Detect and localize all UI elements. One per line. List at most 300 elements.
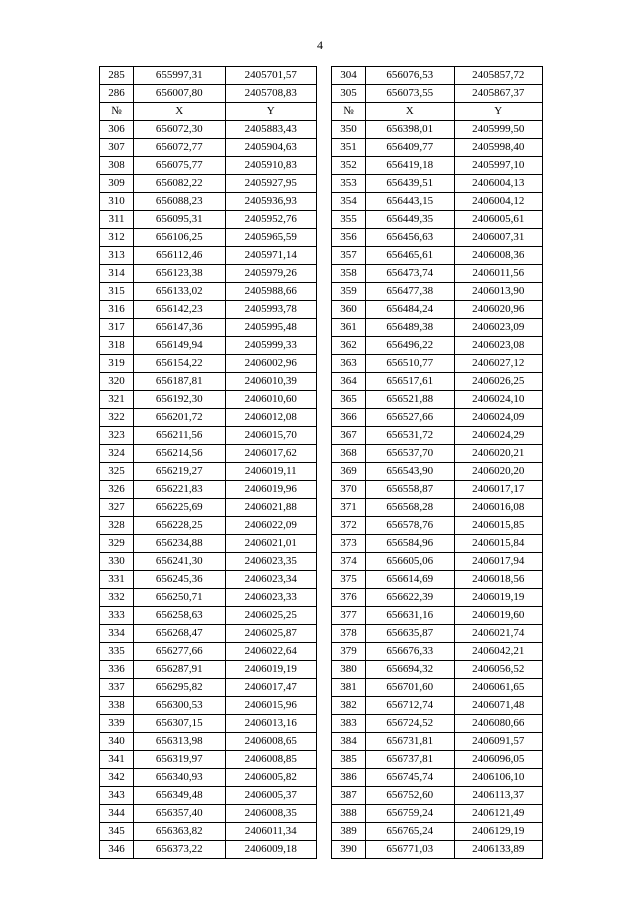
x-coordinate-cell: 656449,35 (366, 211, 455, 229)
x-coordinate-cell: 656225,69 (134, 499, 226, 517)
point-number-cell: 364 (332, 373, 366, 391)
y-coordinate-cell: 2406004,13 (454, 175, 543, 193)
point-number-cell: 354 (332, 193, 366, 211)
y-coordinate-cell: 2406019,96 (225, 481, 317, 499)
table-row (100, 175, 317, 193)
x-coordinate-cell: 656076,53 (366, 67, 455, 85)
x-coordinate-cell: 656300,53 (134, 697, 226, 715)
y-coordinate-cell: 2406025,87 (225, 625, 317, 643)
y-coordinate-cell: 2406011,34 (225, 823, 317, 841)
point-number-cell: 376 (332, 589, 366, 607)
table-row (332, 715, 543, 733)
y-coordinate-cell: 2406022,09 (225, 517, 317, 535)
table-row (100, 751, 317, 769)
x-coordinate-cell: 656211,56 (134, 427, 226, 445)
y-coordinate-cell: 2406027,12 (454, 355, 543, 373)
y-coordinate-cell: 2406015,96 (225, 697, 317, 715)
y-coordinate-cell: 2406017,94 (454, 553, 543, 571)
table-row (100, 301, 317, 319)
point-number-cell: 385 (332, 751, 366, 769)
x-coordinate-cell: 656521,88 (366, 391, 455, 409)
point-number-cell: 384 (332, 733, 366, 751)
point-number-cell: 326 (100, 481, 134, 499)
table-row (100, 157, 317, 175)
table-row (332, 481, 543, 499)
x-coordinate-cell: 656073,55 (366, 85, 455, 103)
point-number-cell: 286 (100, 85, 134, 103)
x-coordinate-cell: 656106,25 (134, 229, 226, 247)
table-row (100, 319, 317, 337)
y-coordinate-cell: 2406071,48 (454, 697, 543, 715)
table-row (332, 625, 543, 643)
y-coordinate-cell: 2406015,85 (454, 517, 543, 535)
y-coordinate-cell: 2405965,59 (225, 229, 317, 247)
x-coordinate-cell: 656123,38 (134, 265, 226, 283)
table-row (100, 211, 317, 229)
y-coordinate-cell: 2405927,95 (225, 175, 317, 193)
x-coordinate-cell: 656072,77 (134, 139, 226, 157)
point-number-cell: 352 (332, 157, 366, 175)
point-number-cell: 368 (332, 445, 366, 463)
x-coordinate-cell: 656473,74 (366, 265, 455, 283)
y-coordinate-cell: 2406023,08 (454, 337, 543, 355)
y-coordinate-cell: 2406010,60 (225, 391, 317, 409)
table-header-row (100, 103, 317, 121)
table-row (332, 265, 543, 283)
point-number-cell: 309 (100, 175, 134, 193)
table-row (332, 823, 543, 841)
x-coordinate-cell: 656737,81 (366, 751, 455, 769)
table-row (100, 409, 317, 427)
point-number-cell: 313 (100, 247, 134, 265)
x-coordinate-cell: 656712,74 (366, 697, 455, 715)
y-coordinate-cell: 2406016,08 (454, 499, 543, 517)
point-number-cell: 316 (100, 301, 134, 319)
point-number-cell: 345 (100, 823, 134, 841)
point-number-cell: 358 (332, 265, 366, 283)
x-coordinate-cell: 656484,24 (366, 301, 455, 319)
table-header-row (332, 103, 543, 121)
point-number-cell: 344 (100, 805, 134, 823)
point-number-cell: 323 (100, 427, 134, 445)
table-row (100, 841, 317, 859)
x-coordinate-cell: 656771,03 (366, 841, 455, 859)
y-coordinate-cell: 2406022,64 (225, 643, 317, 661)
y-coordinate-cell: 2406007,31 (454, 229, 543, 247)
table-row (332, 517, 543, 535)
y-coordinate-cell: 2405993,78 (225, 301, 317, 319)
point-number-cell: 372 (332, 517, 366, 535)
y-coordinate-cell: 2406133,89 (454, 841, 543, 859)
table-row (332, 319, 543, 337)
point-number-cell: 377 (332, 607, 366, 625)
table-row (100, 661, 317, 679)
table-row (332, 391, 543, 409)
table-row (332, 733, 543, 751)
point-number-cell: 390 (332, 841, 366, 859)
table-row (100, 805, 317, 823)
x-coordinate-cell: 656268,47 (134, 625, 226, 643)
point-number-cell: 338 (100, 697, 134, 715)
x-coordinate-cell: 656568,28 (366, 499, 455, 517)
y-coordinate-cell: 2406096,05 (454, 751, 543, 769)
x-coordinate-cell: 656133,02 (134, 283, 226, 301)
table-row (100, 553, 317, 571)
x-coordinate-cell: 656201,72 (134, 409, 226, 427)
y-coordinate-cell: 2406021,01 (225, 535, 317, 553)
point-number-cell: 331 (100, 571, 134, 589)
x-coordinate-cell: 656537,70 (366, 445, 455, 463)
table-row (100, 247, 317, 265)
table-row (332, 769, 543, 787)
x-coordinate-cell: 656075,77 (134, 157, 226, 175)
y-coordinate-cell: 2406023,33 (225, 589, 317, 607)
point-number-cell: 310 (100, 193, 134, 211)
x-coordinate-cell: 656398,01 (366, 121, 455, 139)
table-row (100, 787, 317, 805)
point-number-cell: 373 (332, 535, 366, 553)
x-coordinate-cell: 656465,61 (366, 247, 455, 265)
table-row (332, 643, 543, 661)
point-number-cell: 341 (100, 751, 134, 769)
y-coordinate-cell: 2405701,57 (225, 67, 317, 85)
x-coordinate-cell: 656313,98 (134, 733, 226, 751)
point-number-cell: 321 (100, 391, 134, 409)
table-row (332, 175, 543, 193)
x-coordinate-cell: 656409,77 (366, 139, 455, 157)
x-coordinate-cell: 656147,36 (134, 319, 226, 337)
x-coordinate-cell: 656439,51 (366, 175, 455, 193)
x-coordinate-cell: 656419,18 (366, 157, 455, 175)
y-coordinate-cell: 2406020,21 (454, 445, 543, 463)
table-row (100, 517, 317, 535)
x-coordinate-cell: 656543,90 (366, 463, 455, 481)
point-number-cell: 336 (100, 661, 134, 679)
x-coordinate-cell: 656373,22 (134, 841, 226, 859)
point-number-cell: 306 (100, 121, 134, 139)
y-coordinate-cell: 2405997,10 (454, 157, 543, 175)
y-coordinate-cell: 2406056,52 (454, 661, 543, 679)
table-row (332, 499, 543, 517)
point-number-cell: 305 (332, 85, 366, 103)
table-row (332, 67, 543, 85)
table-row (100, 679, 317, 697)
header-x: X (366, 103, 455, 121)
point-number-cell: 353 (332, 175, 366, 193)
table-row (332, 463, 543, 481)
x-coordinate-cell: 656752,60 (366, 787, 455, 805)
x-coordinate-cell: 656340,93 (134, 769, 226, 787)
y-coordinate-cell: 2406019,19 (454, 589, 543, 607)
point-number-cell: 285 (100, 67, 134, 85)
point-number-cell: 307 (100, 139, 134, 157)
header-x: X (134, 103, 226, 121)
table-row (100, 67, 317, 85)
point-number-cell: 382 (332, 697, 366, 715)
y-coordinate-cell: 2406011,56 (454, 265, 543, 283)
x-coordinate-cell: 656510,77 (366, 355, 455, 373)
point-number-cell: 334 (100, 625, 134, 643)
y-coordinate-cell: 2406021,88 (225, 499, 317, 517)
point-number-cell: 319 (100, 355, 134, 373)
x-coordinate-cell: 656731,81 (366, 733, 455, 751)
x-coordinate-cell: 656219,27 (134, 463, 226, 481)
x-coordinate-cell: 656635,87 (366, 625, 455, 643)
table-row (332, 409, 543, 427)
x-coordinate-cell: 656245,36 (134, 571, 226, 589)
table-row (332, 283, 543, 301)
table-row (332, 373, 543, 391)
y-coordinate-cell: 2406024,09 (454, 409, 543, 427)
y-coordinate-cell: 2406091,57 (454, 733, 543, 751)
x-coordinate-cell: 656357,40 (134, 805, 226, 823)
table-row (332, 337, 543, 355)
x-coordinate-cell: 656112,46 (134, 247, 226, 265)
y-coordinate-cell: 2405988,66 (225, 283, 317, 301)
point-number-cell: 374 (332, 553, 366, 571)
table-row (332, 535, 543, 553)
x-coordinate-cell: 656745,74 (366, 769, 455, 787)
point-number-cell: 311 (100, 211, 134, 229)
table-row (332, 121, 543, 139)
y-coordinate-cell: 2406013,16 (225, 715, 317, 733)
y-coordinate-cell: 2406018,56 (454, 571, 543, 589)
x-coordinate-cell: 656759,24 (366, 805, 455, 823)
y-coordinate-cell: 2405904,63 (225, 139, 317, 157)
x-coordinate-cell: 656724,52 (366, 715, 455, 733)
x-coordinate-cell: 656349,48 (134, 787, 226, 805)
point-number-cell: 362 (332, 337, 366, 355)
table-row (100, 607, 317, 625)
x-coordinate-cell: 656082,22 (134, 175, 226, 193)
table-row (332, 229, 543, 247)
page-number: 4 (317, 38, 323, 52)
x-coordinate-cell: 656584,96 (366, 535, 455, 553)
y-coordinate-cell: 2406019,19 (225, 661, 317, 679)
y-coordinate-cell: 2405952,76 (225, 211, 317, 229)
point-number-cell: 350 (332, 121, 366, 139)
point-number-cell: 315 (100, 283, 134, 301)
table-row (100, 445, 317, 463)
x-coordinate-cell: 656531,72 (366, 427, 455, 445)
table-row (332, 697, 543, 715)
header-y: Y (225, 103, 317, 121)
x-coordinate-cell: 656676,33 (366, 643, 455, 661)
y-coordinate-cell: 2405936,93 (225, 193, 317, 211)
table-row (100, 499, 317, 517)
point-number-cell: 346 (100, 841, 134, 859)
x-coordinate-cell: 656007,80 (134, 85, 226, 103)
table-row (100, 121, 317, 139)
point-number-cell: 320 (100, 373, 134, 391)
y-coordinate-cell: 2406020,96 (454, 301, 543, 319)
point-number-cell: 389 (332, 823, 366, 841)
y-coordinate-cell: 2405857,72 (454, 67, 543, 85)
y-coordinate-cell: 2406008,35 (225, 805, 317, 823)
table-row (100, 139, 317, 157)
x-coordinate-cell: 656558,87 (366, 481, 455, 499)
x-coordinate-cell: 656489,38 (366, 319, 455, 337)
y-coordinate-cell: 2406025,25 (225, 607, 317, 625)
y-coordinate-cell: 2406008,85 (225, 751, 317, 769)
point-number-cell: 370 (332, 481, 366, 499)
x-coordinate-cell: 656496,22 (366, 337, 455, 355)
x-coordinate-cell: 656456,63 (366, 229, 455, 247)
point-number-cell: 330 (100, 553, 134, 571)
coordinates-table-left (99, 66, 317, 859)
y-coordinate-cell: 2406009,18 (225, 841, 317, 859)
y-coordinate-cell: 2406008,36 (454, 247, 543, 265)
x-coordinate-cell: 656142,23 (134, 301, 226, 319)
table-row (100, 769, 317, 787)
point-number-cell: 356 (332, 229, 366, 247)
point-number-cell: 337 (100, 679, 134, 697)
point-number-cell: 375 (332, 571, 366, 589)
table-row (332, 427, 543, 445)
y-coordinate-cell: 2406023,35 (225, 553, 317, 571)
y-coordinate-cell: 2405910,83 (225, 157, 317, 175)
table-row (100, 481, 317, 499)
point-number-cell: 317 (100, 319, 134, 337)
table-row (332, 553, 543, 571)
x-coordinate-cell: 656241,30 (134, 553, 226, 571)
x-coordinate-cell: 656319,97 (134, 751, 226, 769)
y-coordinate-cell: 2406010,39 (225, 373, 317, 391)
table-row (100, 625, 317, 643)
x-coordinate-cell: 656277,66 (134, 643, 226, 661)
table-row (332, 211, 543, 229)
y-coordinate-cell: 2405979,26 (225, 265, 317, 283)
y-coordinate-cell: 2405999,50 (454, 121, 543, 139)
y-coordinate-cell: 2405998,40 (454, 139, 543, 157)
table-row (332, 247, 543, 265)
y-coordinate-cell: 2406106,10 (454, 769, 543, 787)
table-row (332, 193, 543, 211)
point-number-cell: 329 (100, 535, 134, 553)
point-number-cell: 381 (332, 679, 366, 697)
table-row (332, 355, 543, 373)
point-number-cell: 383 (332, 715, 366, 733)
table-row (332, 301, 543, 319)
x-coordinate-cell: 656517,61 (366, 373, 455, 391)
point-number-cell: 378 (332, 625, 366, 643)
y-coordinate-cell: 2405971,14 (225, 247, 317, 265)
coordinates-table-right (331, 66, 543, 859)
x-coordinate-cell: 656527,66 (366, 409, 455, 427)
point-number-cell: 365 (332, 391, 366, 409)
y-coordinate-cell: 2406004,12 (454, 193, 543, 211)
table-row (100, 85, 317, 103)
point-number-cell: 343 (100, 787, 134, 805)
x-coordinate-cell: 656228,25 (134, 517, 226, 535)
x-coordinate-cell: 656287,91 (134, 661, 226, 679)
point-number-cell: 312 (100, 229, 134, 247)
table-row (100, 229, 317, 247)
y-coordinate-cell: 2405883,43 (225, 121, 317, 139)
x-coordinate-cell: 656072,30 (134, 121, 226, 139)
y-coordinate-cell: 2406017,62 (225, 445, 317, 463)
y-coordinate-cell: 2406005,82 (225, 769, 317, 787)
y-coordinate-cell: 2406015,84 (454, 535, 543, 553)
table-row (100, 463, 317, 481)
table-row (100, 193, 317, 211)
point-number-cell: 340 (100, 733, 134, 751)
y-coordinate-cell: 2406019,11 (225, 463, 317, 481)
y-coordinate-cell: 2406026,25 (454, 373, 543, 391)
x-coordinate-cell: 656154,22 (134, 355, 226, 373)
y-coordinate-cell: 2406023,34 (225, 571, 317, 589)
table-row (100, 355, 317, 373)
y-coordinate-cell: 2406013,90 (454, 283, 543, 301)
x-coordinate-cell: 656631,16 (366, 607, 455, 625)
point-number-cell: 359 (332, 283, 366, 301)
point-number-cell: 325 (100, 463, 134, 481)
y-coordinate-cell: 2406020,20 (454, 463, 543, 481)
point-number-cell: 366 (332, 409, 366, 427)
point-number-cell: 386 (332, 769, 366, 787)
point-number-cell: 380 (332, 661, 366, 679)
y-coordinate-cell: 2405995,48 (225, 319, 317, 337)
table-row (332, 607, 543, 625)
point-number-cell: 328 (100, 517, 134, 535)
point-number-cell: 332 (100, 589, 134, 607)
table-row (332, 139, 543, 157)
y-coordinate-cell: 2406005,37 (225, 787, 317, 805)
point-number-cell: 388 (332, 805, 366, 823)
table-row (100, 697, 317, 715)
x-coordinate-cell: 656477,38 (366, 283, 455, 301)
table-row (100, 337, 317, 355)
point-number-cell: 351 (332, 139, 366, 157)
table-row (332, 445, 543, 463)
point-number-cell: 339 (100, 715, 134, 733)
point-number-cell: 314 (100, 265, 134, 283)
point-number-cell: 327 (100, 499, 134, 517)
table-row (332, 751, 543, 769)
x-coordinate-cell: 656614,69 (366, 571, 455, 589)
point-number-cell: 318 (100, 337, 134, 355)
x-coordinate-cell: 656765,24 (366, 823, 455, 841)
point-number-cell: 308 (100, 157, 134, 175)
point-number-cell: 342 (100, 769, 134, 787)
x-coordinate-cell: 656250,71 (134, 589, 226, 607)
x-coordinate-cell: 656192,30 (134, 391, 226, 409)
table-row (100, 733, 317, 751)
y-coordinate-cell: 2406024,10 (454, 391, 543, 409)
point-number-cell: 304 (332, 67, 366, 85)
y-coordinate-cell: 2406008,65 (225, 733, 317, 751)
point-number-cell: 363 (332, 355, 366, 373)
table-row (100, 427, 317, 445)
point-number-cell: 387 (332, 787, 366, 805)
x-coordinate-cell: 656701,60 (366, 679, 455, 697)
x-coordinate-cell: 656295,82 (134, 679, 226, 697)
table-row (332, 589, 543, 607)
x-coordinate-cell: 656095,31 (134, 211, 226, 229)
point-number-cell: 371 (332, 499, 366, 517)
table-row (332, 805, 543, 823)
y-coordinate-cell: 2406121,49 (454, 805, 543, 823)
table-row (100, 823, 317, 841)
table-row (100, 643, 317, 661)
table-row (332, 841, 543, 859)
x-coordinate-cell: 656578,76 (366, 517, 455, 535)
y-coordinate-cell: 2406002,96 (225, 355, 317, 373)
y-coordinate-cell: 2406080,66 (454, 715, 543, 733)
x-coordinate-cell: 656149,94 (134, 337, 226, 355)
table-row (332, 571, 543, 589)
point-number-cell: 333 (100, 607, 134, 625)
